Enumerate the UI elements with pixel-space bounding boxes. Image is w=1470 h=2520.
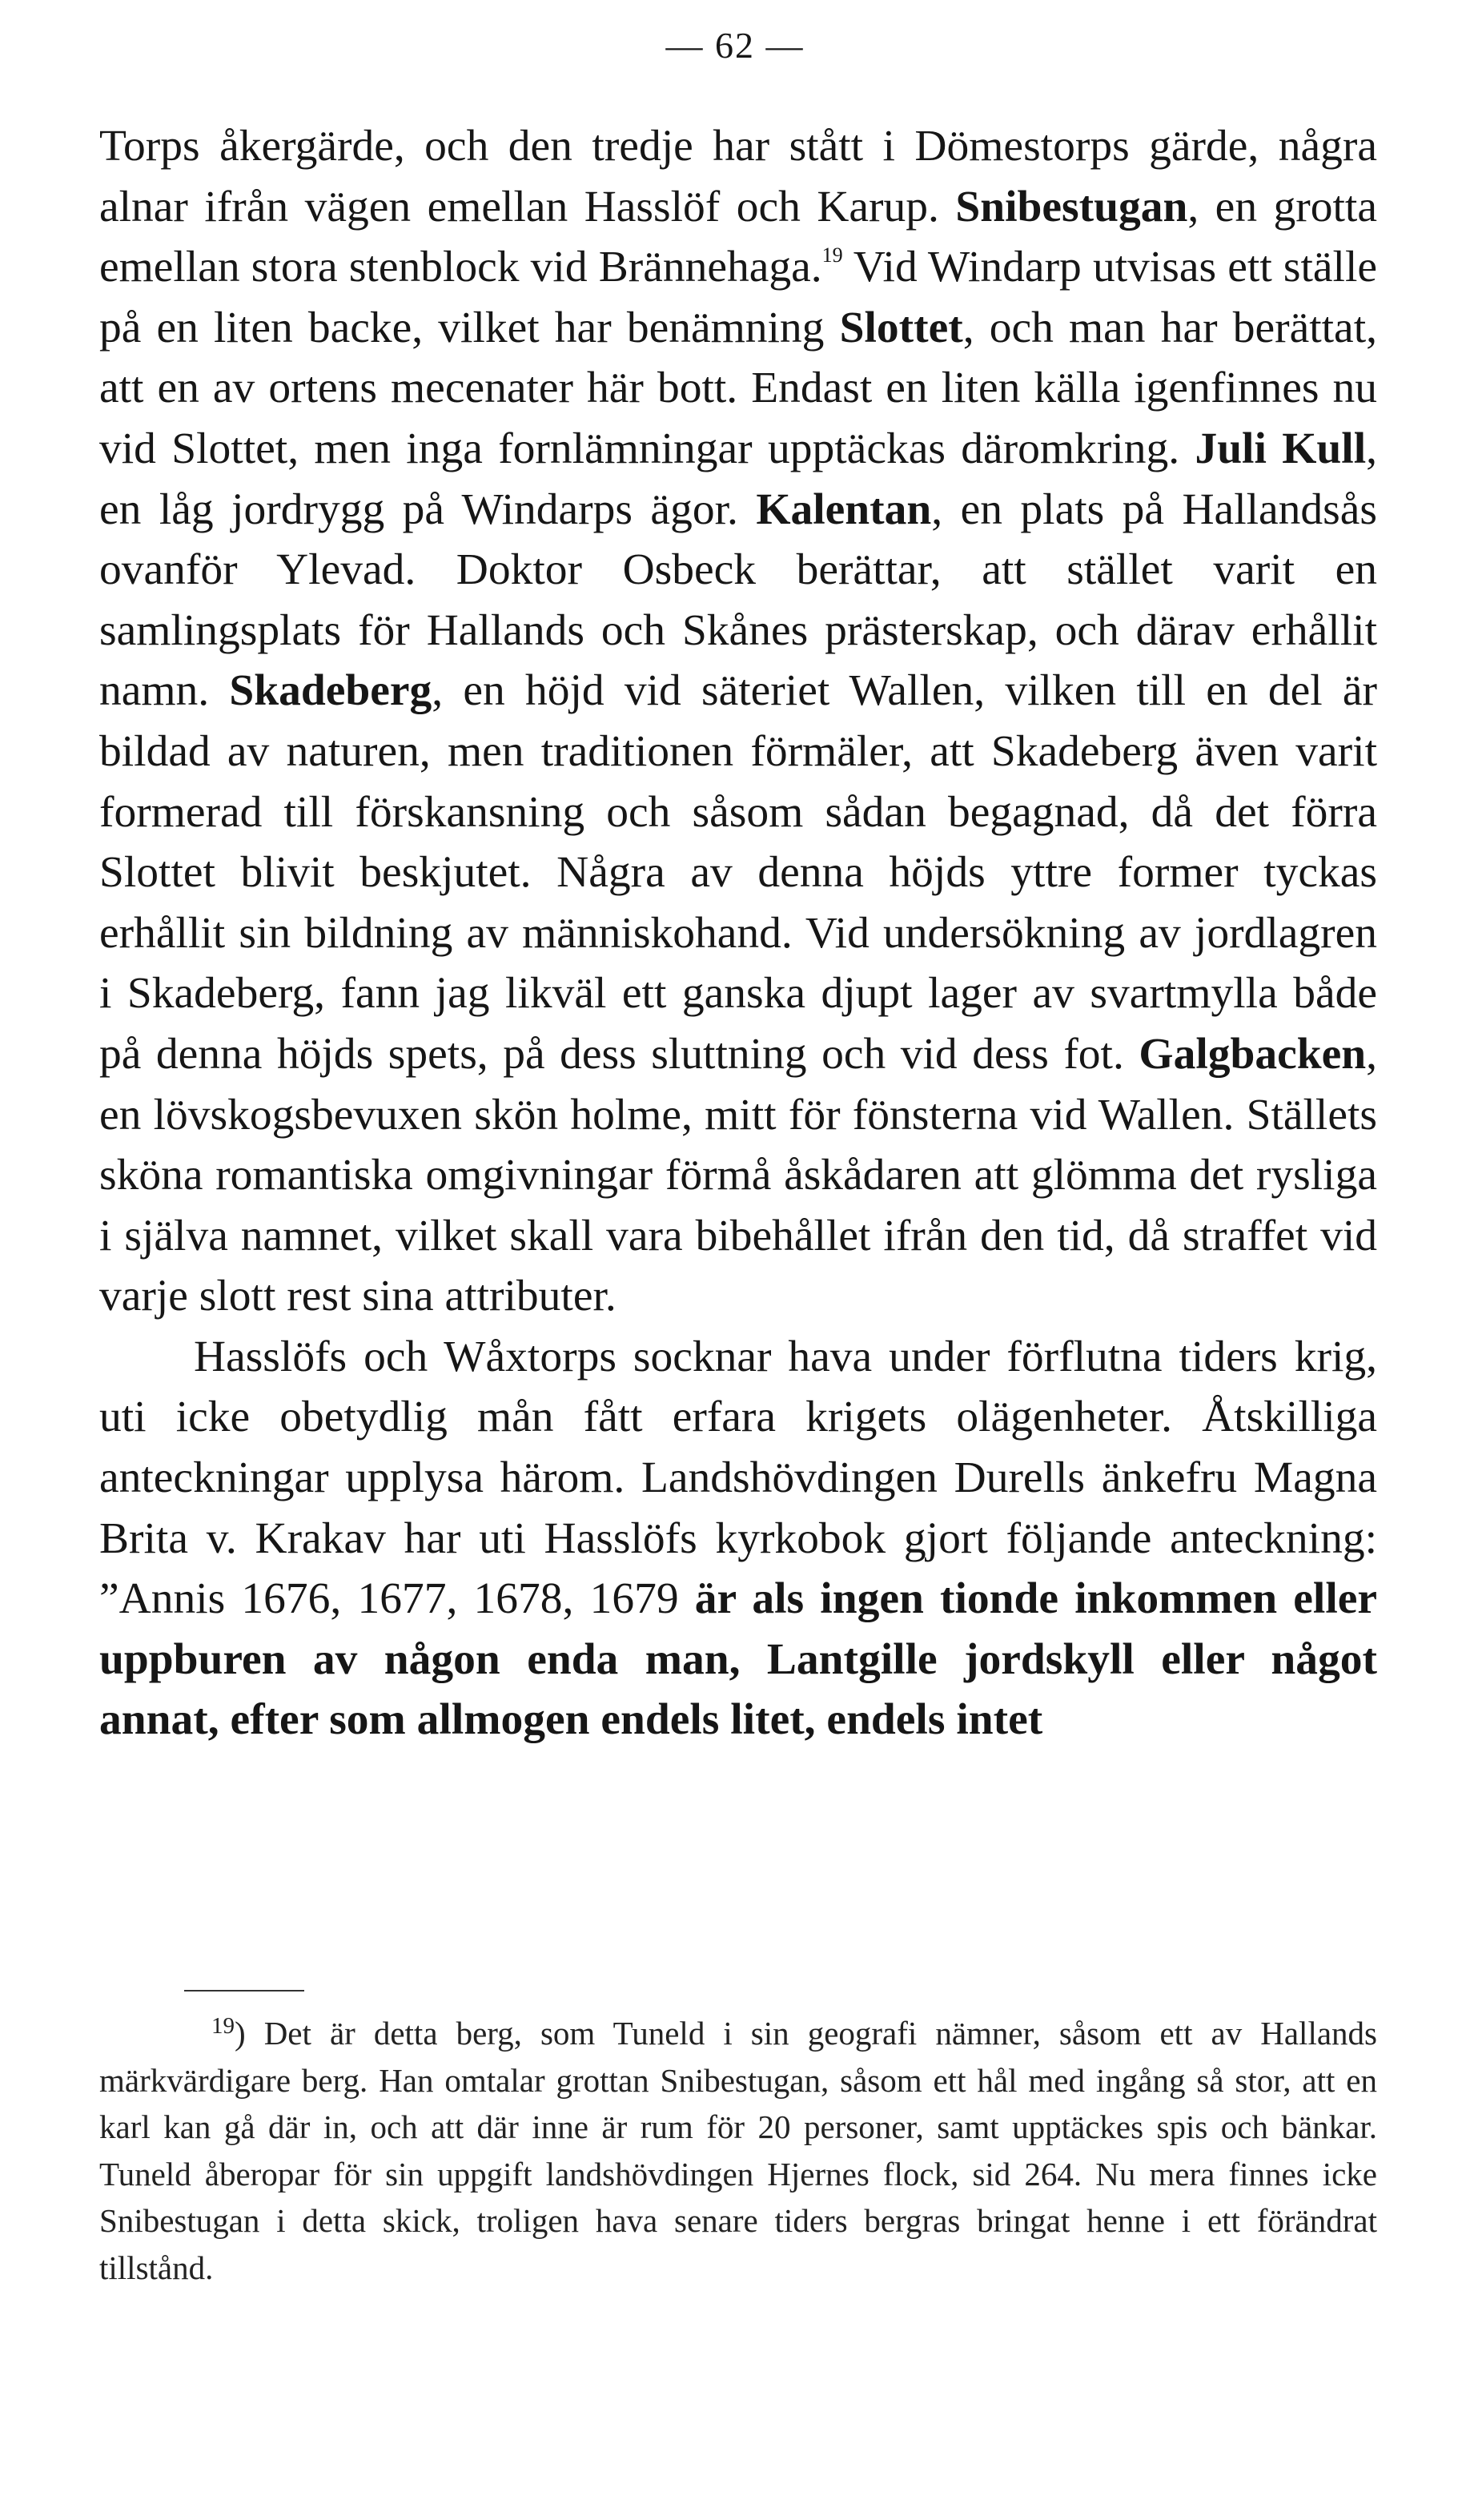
- place-name-slottet: Slottet: [839, 303, 963, 352]
- place-name-skadeberg: Skadeberg: [229, 666, 432, 716]
- paragraph-place-names: Torps åkergärde, och den tredje har stått i Dömestorps gärde, några alnar ifrån vägen emellan Hasslöf och Karup. Snibestugan, en grotta emellan stora stenblock vid Brännehaga.$^{19}$ Vid Windarp utvisas ett ställe på en liten backe, vilket har benämning Slottet, och man har berättat, att en av ortens mecenater här bott. Endast en liten källa igenfinnes nu vid Slottet, men inga fornlämningar upptäckas däromkring. Juli Kull, en låg jordrygg på Windarps ägor. Kalentan, en plats på Hallandsås ovanför Ylevad. Doktor Osbeck berättar, att stället varit en samlingsplats för Hallands och Skånes prästerskap, och därav erhållit namn. Skadeberg, en höjd vid säteriet Wallen, vilken till en del är bildad av naturen, men traditionen förmäler, att Skadeberg även varit formerad till förskansning och såsom sådan begagnad, då det förra Slottet blivit beskjutet. Några av denna höjds yttre former tyckas erhållit sin bildning av människohand. Vid undersökning av jordlagren i Skadeberg, fann jag likväl ett ganska djupt lager av svartmylla både på denna höjds spets, på dess sluttning och vid dess fot. Galgbacken, en lövskogsbevuxen skön holme, mitt för fönsterna vid Wallen. Ställets sköna romantiska omgivningar förmå åskådaren att glömma det rysliga i själva namnet, vilket skall vara bibehållet ifrån den tid, då straffet vid varje slott rest sina attributer.: [99, 122, 1378, 1321]
- main-text: [99, 116, 1377, 1750]
- quoted-note-bold: är als ingen tionde inkommen eller uppburen av någon enda man, Lantgille jordskyll eller något annat, efter som allmogen endels litet, endels intet: [99, 1574, 1378, 1745]
- paragraph-war-history: Hasslöfs och Wåxtorps socknar hava under förflutna tiders krig, uti icke obetydlig mån fått erfara krigets olägenheter. Åtskilliga anteckningar upplysa härom. Landshövdingen Durells änkefru Magna Brita v. Krakav har uti Hasslöfs kyrkobok gjort följande anteckning: ”Annis 1676, 1677, 1678, 1679 är als ingen tionde inkommen eller uppburen av någon enda man, Lantgille jordskyll eller något annat, efter som allmogen endels litet, endels intet: [99, 1332, 1378, 1745]
- place-name-galgbacken: Galgbacken: [1139, 1029, 1367, 1079]
- place-name-kalentan: Kalentan: [756, 484, 932, 534]
- footnote-divider: [184, 1990, 304, 1991]
- place-name-juli-kull: Juli Kull: [1195, 424, 1367, 473]
- footnote-marker: 19: [211, 2013, 235, 2039]
- footnote-text: Det är detta berg, som Tuneld i sin geografi nämner, såsom ett av Hallands märkvärdigare berg. Han omtalar grottan Snibestugan, såsom ett hål med ingång så stor, att en karl kan gå där in, och att där inne är rum för 20 personer, samt upptäckes spis och bänkar. Tuneld åberopar för sin uppgift landshövdingen Hjernes flock, sid 264. Nu mera finnes icke Snibestugan i detta skick, troligen hava senare tiders bergras bringat henne i ett förändrat tillstånd.: [99, 2015, 1377, 2286]
- footnote: $^{19}$) Det är detta berg, som Tuneld i sin geografi nämner, såsom ett av Hallands märkvärdigare berg. Han omtalar grottan Snibestugan, såsom ett hål med ingång så stor, att en karl kan gå där in, och att där inne är rum för 20 personer, samt upptäckes spis och bänkar. Tuneld åberopar för sin uppgift landshövdingen Hjernes flock, sid 264. Nu mera finnes icke Snibestugan i detta skick, troligen hava senare tiders bergras bringat henne i ett förändrat tillstånd.: [99, 2013, 1377, 2286]
- place-name-snibestugan: Snibestugan: [955, 182, 1188, 231]
- page-number: — 62 —: [665, 25, 805, 66]
- footnote-reference[interactable]: 19: [821, 243, 843, 267]
